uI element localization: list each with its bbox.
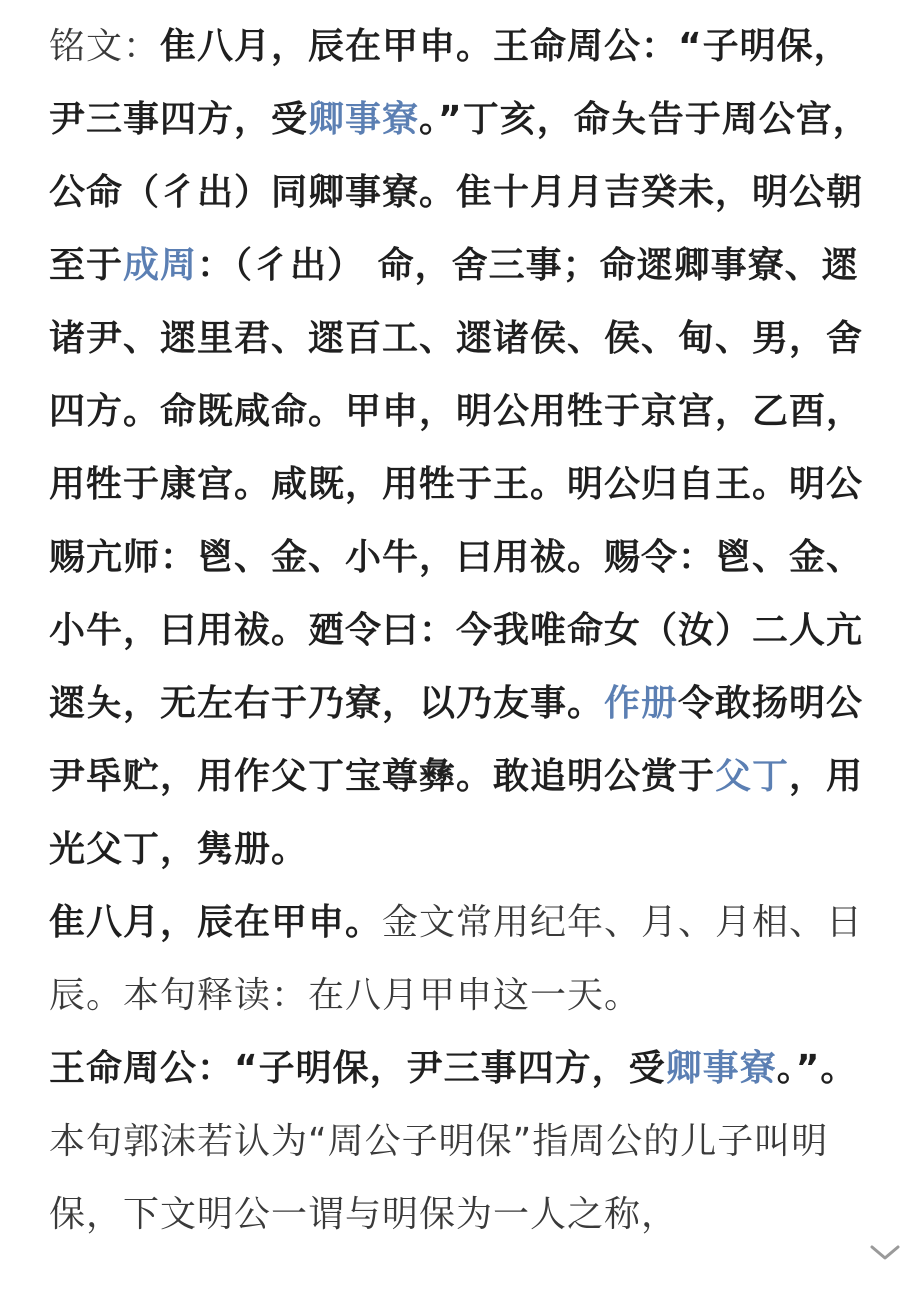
link-zuoce[interactable]: 作册 — [604, 683, 679, 724]
command-quote-2: 。”。 — [776, 1048, 858, 1089]
link-chengzhou[interactable]: 成周 — [123, 245, 198, 286]
date-quote: 隹八月，辰在甲申。 — [49, 902, 383, 943]
paragraph-inscription — [49, 10, 879, 886]
paragraph-king-command — [49, 1032, 879, 1251]
inscription-label: 铭文： — [49, 26, 161, 67]
chevron-expand-icon[interactable] — [868, 1243, 902, 1263]
inscription-text-4: 令敢扬明公尹氒贮，用作父丁宝尊彝。敢追明公赏于 — [49, 683, 864, 797]
link-qingshiliao-2[interactable]: 卿事寮 — [665, 1048, 777, 1089]
paragraph-date-note — [49, 886, 879, 1032]
command-explanation: 本句郭沫若认为“周公子明保”指周公的儿子叫明保，下文明公一谓与明保为一人之称， — [49, 1121, 829, 1235]
inscription-text-5: ，用光父丁，隽册。 — [49, 756, 864, 870]
inscription-text-1: 隹八月，辰在甲申。王命周公：“子明保，尹三事四方，受 — [49, 26, 851, 140]
link-qingshiliao[interactable]: 卿事寮 — [308, 99, 420, 140]
date-explanation: 金文常用纪年、月、月相、日辰。本句释读：在八月甲申这一天。 — [49, 902, 864, 1016]
bottom-fade — [0, 1251, 922, 1291]
inscription-text-3: ：（彳出） 命，舍三事；命遝卿事寮、遝诸尹、遝里君、遝百工、遝诸侯、侯、甸、男，舍四方。命既咸命。甲申，明公用牲于京宫，乙酉，用牲于康宫。咸既，用牲于王。明公归自王。明公赐亢师：鬯、金、小牛，曰用祓。赐令：鬯、金、小牛，曰用祓。廼令曰：今我唯命女（汝）二人亢遝夨，无左右于乃寮，以乃友事。 — [49, 245, 864, 724]
command-quote-1: 王命周公：“子明保，尹三事四方，受 — [49, 1048, 666, 1089]
article-body — [49, 10, 879, 1251]
inscription-text-2: 。”丁亥，命夨告于周公宫，公命（彳出）同卿事寮。隹十月月吉癸未，明公朝至于 — [49, 99, 870, 286]
link-fuding[interactable]: 父丁 — [715, 756, 790, 797]
